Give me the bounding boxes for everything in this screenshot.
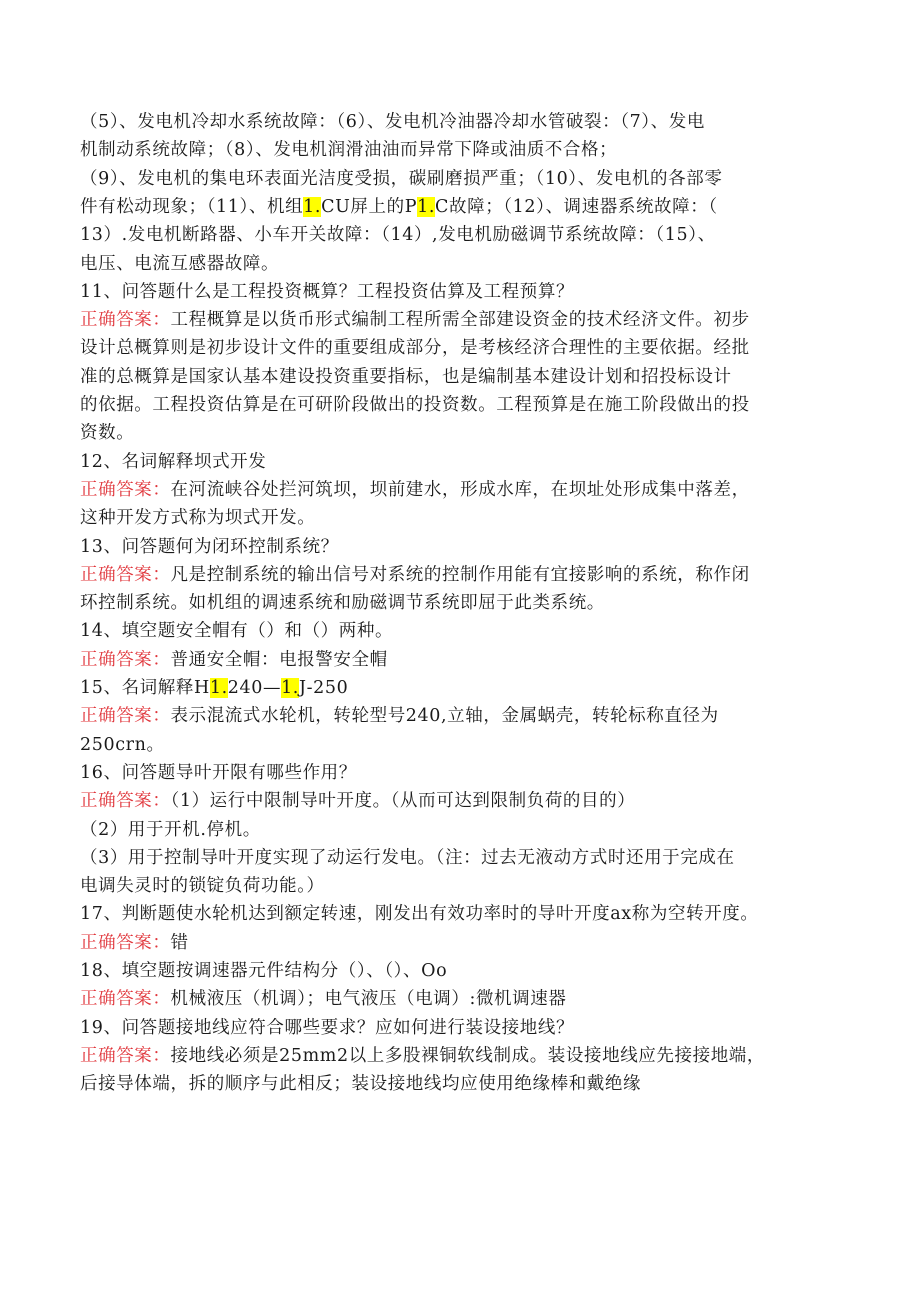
line-text: 电压、电流互感器故障。: [80, 253, 280, 274]
text-line: [80, 193, 840, 221]
line-text: 13、问答题何为闭环控制系统？: [80, 536, 339, 557]
line-text: 表示混流式水轮机，转轮型号240,立轴，金属蜗壳，转轮标称直径为: [170, 706, 719, 727]
text-line: [80, 561, 840, 589]
highlighted-text: 1.: [417, 196, 435, 217]
text-line: [80, 334, 840, 362]
text-line: [80, 419, 840, 447]
text-line: [80, 759, 840, 787]
line-text: 19、问答题接地线应符合哪些要求？应如何进行装设接地线？: [80, 1017, 575, 1038]
line-text: 设计总概算则是初步设计文件的重要组成部分，是考核经济合理性的主要依据。经批: [80, 338, 750, 359]
line-text: 接地线必须是25mm2以上多股裸铜软线制成。装设接地线应先接接地端，: [170, 1045, 765, 1066]
line-text: 的依据。工程投资估算是在可研阶段做出的投资数。工程预算是在施工阶段做出的投: [80, 395, 750, 415]
line-text: 凡是控制系统的输出信号对系统的控制作用能有宜接影响的系统，称作闭: [170, 564, 750, 585]
text-line: [80, 108, 840, 136]
text-line: [80, 929, 840, 957]
line-text: 240—: [227, 678, 282, 698]
answer-label: 正确答案：: [80, 649, 171, 670]
line-text: 18、填空题按调速器元件结构分（）、（）、Oo: [80, 961, 448, 981]
line-text: （3）用于控制导叶开度实现了动运行发电。（注：过去无液动方式时还用于完成在: [80, 847, 735, 868]
text-line: [80, 900, 840, 928]
text-line: [80, 363, 840, 391]
line-text: 后接导体端，拆的顺序与此相反；装设接地线均应使用绝缘棒和戴绝缘: [80, 1074, 642, 1095]
line-text: CU屏上的P: [321, 196, 418, 217]
text-line: [80, 306, 840, 334]
line-text: （5）、发电机冷却水系统故障：（6）、发电机冷油器冷却水管破裂：（7）、发电: [80, 112, 705, 132]
answer-label: 正确答案：: [80, 1045, 171, 1066]
text-line: [80, 787, 840, 815]
text-line: [80, 957, 840, 985]
answer-label: 正确答案：: [80, 932, 171, 953]
line-text: 件有松动现象；（11）、机组: [80, 196, 304, 217]
text-line: [80, 731, 840, 759]
line-text: 这种开发方式称为坝式开发。: [80, 508, 316, 529]
answer-label: 正确答案：: [80, 564, 171, 585]
text-line: [80, 165, 840, 193]
text-line: [80, 1014, 840, 1042]
text-line: [80, 872, 840, 900]
line-text: 工程概算是以货币形式编制工程所需全部建设资金的技术经济文件。初步: [170, 310, 750, 331]
text-line: [80, 589, 840, 617]
line-text: 11、问答题什么是工程投资概算？工程投资估算及工程预算？: [80, 281, 575, 302]
line-text: 普通安全帽：电报警安全帽: [170, 649, 388, 670]
answer-label: 正确答案：: [80, 989, 171, 1010]
answer-label: 正确答案：: [80, 310, 171, 331]
line-text: 16、问答题导叶开限有哪些作用？: [80, 762, 357, 783]
line-text: 在河流峡谷处拦河筑坝，坝前建水，形成水库，在坝址处形成集中落差，: [170, 479, 750, 500]
line-text: C故障；（12）、调速器系统故障：（: [435, 196, 718, 217]
line-text: 环控制系统。如机组的调速系统和励磁调节系统即屈于此类系统。: [80, 593, 605, 614]
text-line: [80, 250, 840, 278]
line-text: 250crn。: [80, 734, 165, 755]
text-line: [80, 448, 840, 476]
text-line: [80, 221, 840, 249]
text-line: [80, 476, 840, 504]
text-line: [80, 1042, 840, 1070]
line-text: （9）、发电机的集电环表面光洁度受损，碳刷磨损严重；（10）、发电机的各部零: [80, 168, 723, 189]
highlighted-text: 1.: [303, 196, 322, 217]
answer-label: 正确答案：: [80, 791, 171, 812]
line-text: 17、判断题使水轮机达到额定转速，刚发出有效功率时的导叶开度ax称为空转开度。: [80, 904, 759, 925]
line-text: 错: [170, 932, 189, 953]
text-line: [80, 646, 840, 674]
line-text: 14、填空题安全帽有（）和（）两种。: [80, 621, 394, 642]
line-text: 机械液压（机调）；电气液压（电调）:微机调速器: [170, 989, 567, 1010]
line-text: （2）用于开机.停机。: [80, 819, 261, 840]
text-line: [80, 844, 840, 872]
text-line: [80, 816, 840, 844]
text-line: [80, 504, 840, 532]
line-text: 资数。: [80, 423, 135, 444]
text-line: [80, 1070, 840, 1098]
text-line: [80, 136, 840, 164]
line-text: 电调失灵时的锁锭负荷功能。）: [80, 876, 325, 897]
answer-label: 正确答案：: [80, 706, 171, 727]
text-line: [80, 702, 840, 730]
line-text: 机制动系统故障；（8）、发电机润滑油油而异常下降或油质不合格；: [80, 140, 618, 161]
line-text: 15、名词解释H: [80, 678, 210, 698]
line-text: J-250: [298, 678, 349, 698]
highlighted-text: 1.: [209, 678, 228, 698]
text-line: [80, 617, 840, 645]
line-text: 13）.发电机断路器、小车开关故障：（14）,发电机励磁调节系统故障：（15）、: [80, 225, 716, 246]
text-line: [80, 674, 840, 702]
highlighted-text: 1.: [281, 678, 299, 698]
line-text: 准的总概算是国家认基本建设投资重要指标，也是编制基本建设计划和招投标设计: [80, 366, 732, 387]
text-line: [80, 278, 840, 306]
line-text: 12、名词解释坝式开发: [80, 451, 267, 472]
text-line: [80, 391, 840, 419]
text-line: [80, 533, 840, 561]
text-line: [80, 985, 840, 1013]
answer-label: 正确答案：: [80, 479, 171, 500]
line-text: （1）运行中限制导叶开度。（从而可达到限制负荷的目的）: [170, 791, 636, 812]
